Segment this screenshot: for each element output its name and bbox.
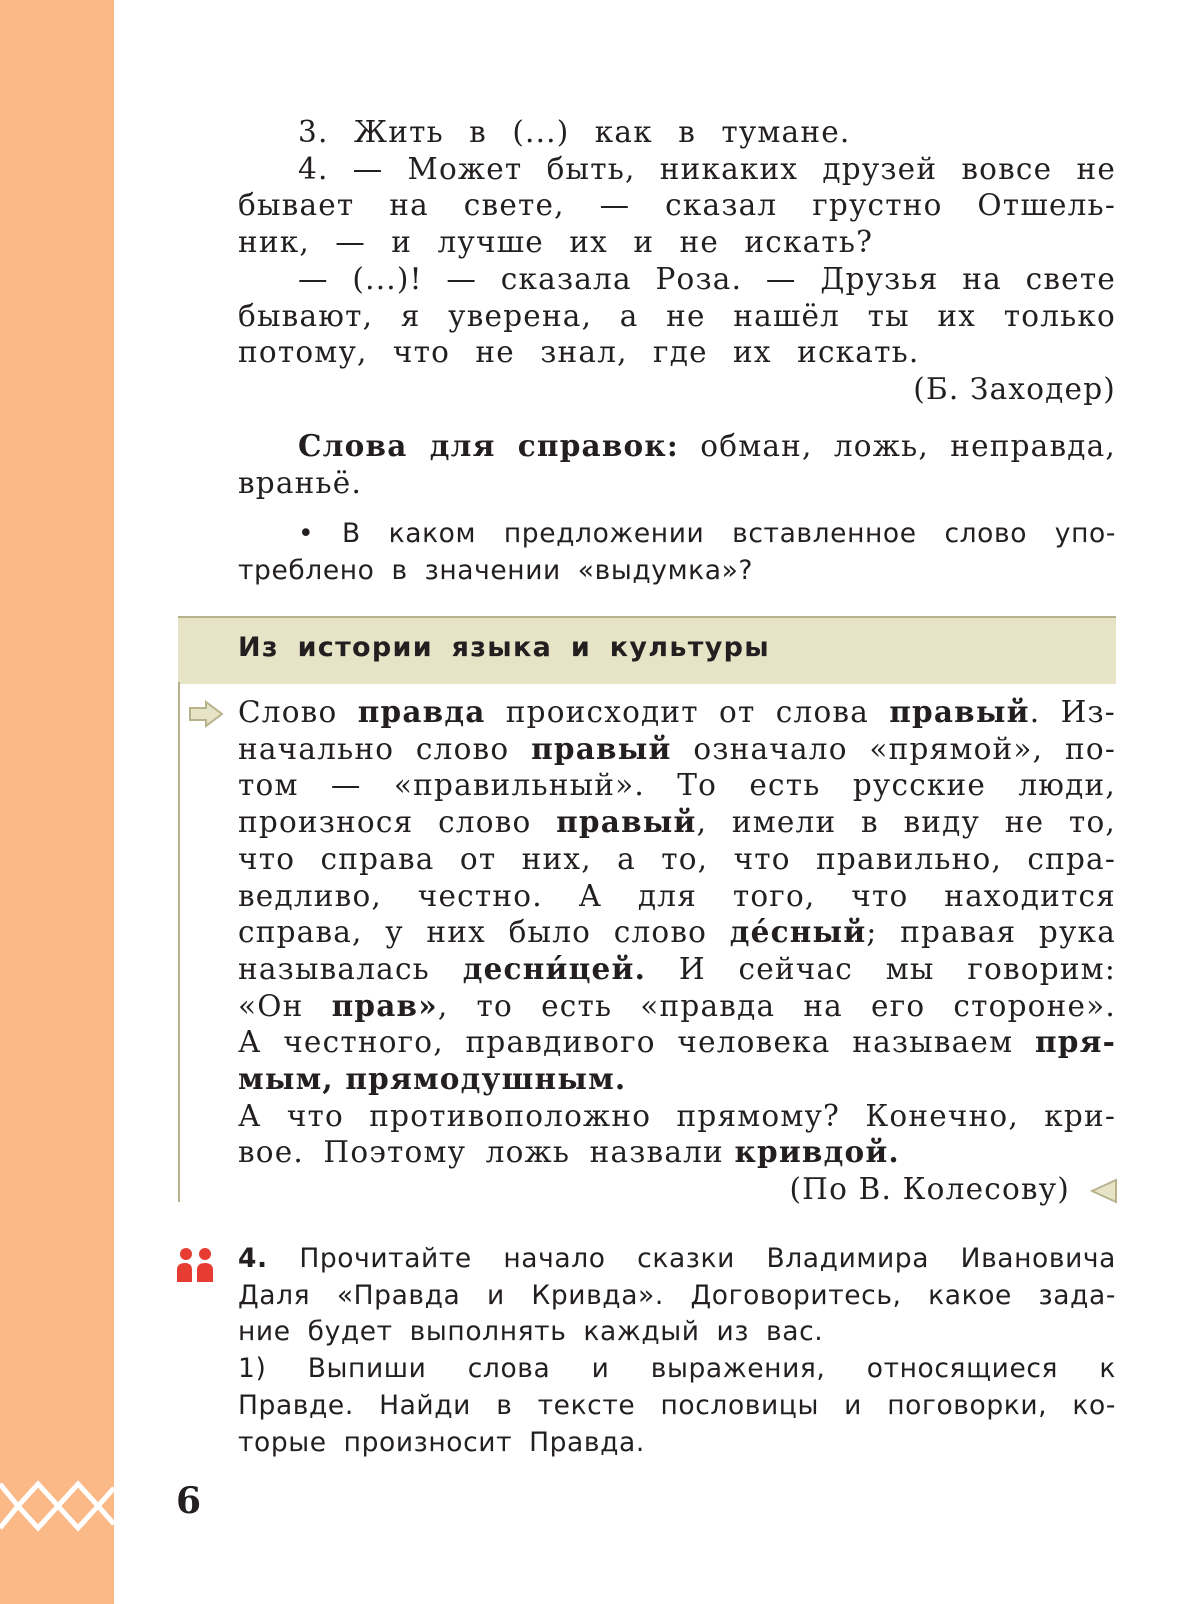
poem-author: (Б. Заходер) xyxy=(913,371,1116,406)
poem-line: бывают, я уверена, а не нашёл ты их только xyxy=(238,298,1116,333)
history-box-rule xyxy=(178,682,180,1202)
poem-line: ник, — и лучше их и не искать? xyxy=(238,225,874,260)
arrow-left-icon xyxy=(1090,1178,1118,1204)
history-text-fragment: произнося слово xyxy=(238,805,532,840)
side-band xyxy=(0,0,114,1604)
question-line: • В каком предложении вставленное слово упо- xyxy=(298,518,1116,549)
history-keyword: правый xyxy=(556,804,697,840)
task-line: торые произносит Правда. xyxy=(238,1426,645,1458)
reference-label: Слова для справок: xyxy=(298,428,680,463)
history-keyword: правда xyxy=(357,694,486,729)
history-keyword: пря- xyxy=(1034,1024,1117,1060)
reference-words: враньё. xyxy=(238,465,363,500)
task-line: Правде. Найди в тексте пословицы и поговорки, ко- xyxy=(238,1389,1116,1421)
history-text-fragment: Слово xyxy=(238,695,338,729)
history-keyword: кривдой. xyxy=(734,1134,900,1170)
history-text-fragment: называлась xyxy=(238,951,430,986)
history-source: (По В. Колесову) xyxy=(789,1172,1070,1207)
history-text-fragment: И сейчас мы говорим: xyxy=(678,951,1116,986)
poem-line: потому, что не знал, где их искать. xyxy=(238,335,920,370)
history-text-fragment: , то есть «правда на его стороне». xyxy=(437,988,1116,1023)
arrow-right-icon xyxy=(188,700,224,728)
history-text-fragment: «Он xyxy=(238,988,304,1023)
task-line: 1) Выпиши слова и выражения, относящиеся к xyxy=(238,1353,1116,1385)
history-text-fragment: начально слово xyxy=(238,731,510,766)
history-keyword: мым, прямодушным. xyxy=(238,1061,627,1097)
page-number: 6 xyxy=(176,1480,202,1522)
history-text-fragment: справа, у них было слово xyxy=(238,915,708,950)
task-number: 4. xyxy=(238,1243,268,1274)
history-keyword: правый xyxy=(889,694,1030,729)
history-keyword: прав» xyxy=(331,987,438,1023)
history-text-fragment: Из- xyxy=(1060,695,1116,729)
history-keyword: правый xyxy=(531,730,672,766)
question-line: треблено в значении «выдумка»? xyxy=(238,554,754,586)
history-text-fragment: ; правая рука xyxy=(866,915,1116,950)
pair-work-icon xyxy=(176,1246,216,1286)
reference-words: обман, ложь, неправда, xyxy=(700,429,1116,463)
history-text-fragment: имели в виду не то, xyxy=(731,805,1116,840)
task-block xyxy=(238,1241,1116,1461)
history-text-fragment: происходит от слова xyxy=(505,695,869,729)
poem-line: бывает на свете, — сказал грустно Отшель- xyxy=(238,188,1116,223)
history-text-fragment: означало «прямой», по- xyxy=(693,731,1116,766)
history-text-fragment: А честного, правдивого человека называем xyxy=(238,1025,1014,1060)
reference-block xyxy=(238,428,1116,501)
history-box-title: Из истории языка и культуры xyxy=(238,632,770,663)
task-line: ние будет выполнять каждый из вас. xyxy=(238,1316,824,1348)
history-box-header xyxy=(178,616,1116,684)
history-keyword: де́сный xyxy=(729,914,867,950)
poem-block xyxy=(238,114,1116,408)
history-text: Слово правда происходит от слова правый. Из- начально слово правый означало «прямой», по- том — «правильный». То есть русские люди, произнося слово правый, имели в виду не то, что справа от них, а то, что правильно, спра- ведливо, честно. А для того, что находится справа, у них было слово де́сный; правая рука называлась десни́цей. И сейчас мы говорим: «Он прав», то есть «правда на его стороне». А честного, правдивого человека называем пря- мым, прямодушным. А что противоположно прямому? Конечно, кри- вое. Поэтому ложь назвали кривдой. (По В. Колесову) xyxy=(238,694,1117,1207)
task-text: Прочитайте начало сказки Владимира Ивановича xyxy=(299,1243,1117,1274)
question-block xyxy=(238,516,1116,589)
poem-line: — (...)! — сказала Роза. — Друзья на свете xyxy=(298,261,1116,296)
task-line: Даля «Правда и Кривда». Договоритесь, какое зада- xyxy=(238,1279,1116,1311)
history-keyword: десни́цей. xyxy=(462,950,647,986)
history-line: том — «правильный». То есть русские люди, xyxy=(238,768,1116,803)
history-line: ведливо, честно. А для того, что находится xyxy=(238,878,1116,913)
poem-line: 3. Жить в (...) как в тумане. xyxy=(298,115,851,149)
history-text-fragment: вое. Поэтому ложь назвали xyxy=(238,1135,724,1170)
history-line: что справа от них, а то, что правильно, спра- xyxy=(238,841,1116,876)
ornament-decoration xyxy=(0,1478,114,1534)
poem-line: 4. — Может быть, никаких друзей вовсе не xyxy=(298,151,1116,186)
history-line: А что противоположно прямому? Конечно, кри- xyxy=(238,1098,1116,1133)
